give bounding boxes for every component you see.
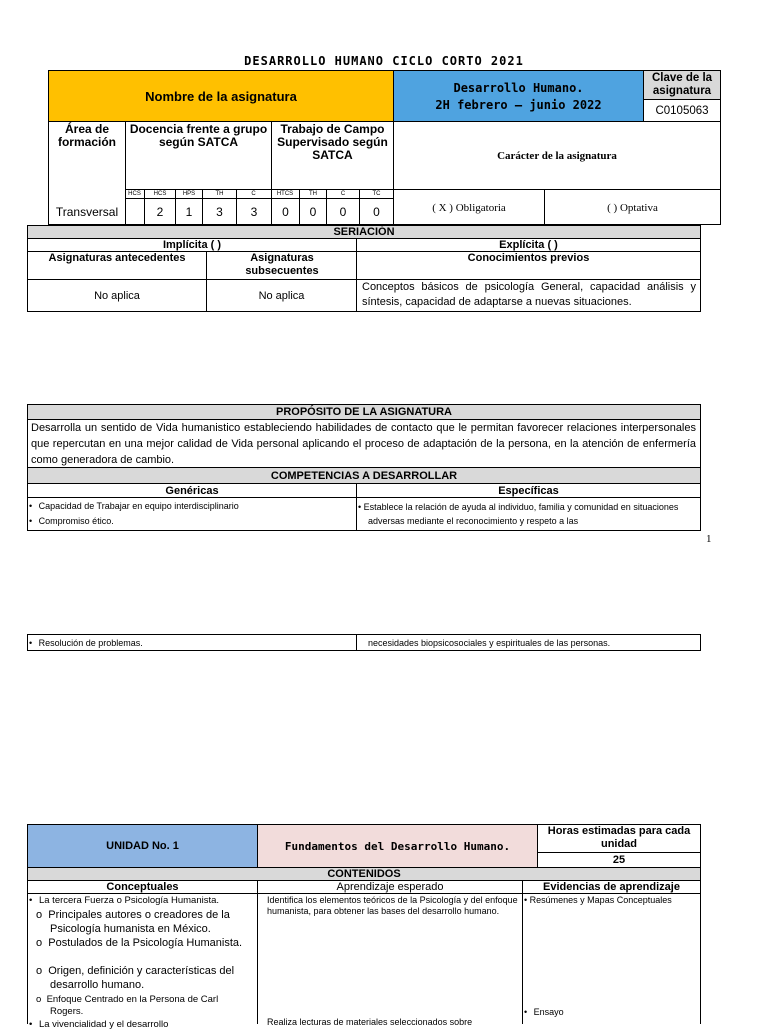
conceptual-item	[29, 895, 255, 907]
col-head: HCS	[128, 191, 141, 197]
horas-value: 25	[612, 853, 626, 866]
conceptual-subitem	[36, 964, 251, 992]
col-head: HCS	[153, 191, 167, 197]
conocimientos-value: Conceptos básicos de psicología General, capacidad análisis y síntesis, capacidad de adaptarse a nuevas situaciones.	[362, 281, 696, 308]
circle-bullet-icon: o	[36, 994, 47, 1005]
col-head: HPS	[182, 191, 196, 197]
col-head: HTCS	[276, 191, 294, 197]
especifica-item-cont: necesidades biopsicosociales y espirituales de las personas.	[368, 638, 611, 648]
horas-label: Horas estimadas para cada unidad	[547, 825, 691, 850]
bullet-icon: •	[524, 895, 530, 905]
conceptual-item-cut	[29, 1019, 255, 1031]
explicita-label: Explícita ( )	[499, 239, 558, 251]
antecedentes-label: Asignaturas antecedentes	[48, 252, 186, 264]
conocimientos-label: Conocimientos previos	[467, 252, 590, 264]
conceptual-subitem	[36, 994, 251, 1018]
antecedentes-value: No aplica	[94, 290, 140, 302]
competencias-title: COMPETENCIAS A DESARROLLAR	[28, 468, 700, 483]
subject-name-title: Desarrollo Humano.	[453, 80, 584, 95]
circle-bullet-icon: o	[36, 965, 49, 977]
aprendizaje-label: Aprendizaje esperado	[336, 881, 444, 893]
col-head: TH	[309, 191, 317, 197]
satca-value: 0	[373, 205, 380, 219]
proposito-text: Desarrolla un sentido de Vida humanistico estableciendo habilidades de contacto que le permitan favorecer relaciones interpersonales que repercutan en una mejor calidad de Vida personal aplicando el proceso de adaptación de la persona, en la atención de enfermería como generadora de cambio.	[31, 422, 696, 466]
area-value: Transversal	[55, 205, 119, 219]
satca-value: 3	[250, 205, 258, 219]
satca-value: 0	[309, 205, 317, 219]
evidencia-item	[524, 895, 694, 906]
satca-value: 2	[156, 205, 164, 219]
trabajo-campo-label: Trabajo de Campo Supervisado según SATCA	[277, 122, 388, 162]
satca-value: 3	[216, 205, 223, 219]
especificas-label: Específicas	[498, 484, 559, 497]
col-head: TH	[215, 191, 224, 197]
col-head: C	[340, 191, 346, 197]
evidencia-item	[524, 1007, 694, 1018]
clave-value: C0105063	[643, 99, 721, 122]
proposito-title: PROPÓSITO DE LA ASIGNATURA	[28, 405, 700, 419]
unidad-title: Fundamentos del Desarrollo Humano.	[258, 825, 537, 867]
subject-period: 2H febrero – junio 2022	[435, 97, 602, 112]
conceptual-subitem-text: Postulados de la Psicología Humanista.	[48, 937, 243, 949]
subject-name-label: Nombre de la asignatura	[48, 70, 394, 122]
page-number: 1	[706, 533, 712, 545]
especifica-item-text: Establece la relación de ayuda al individuo, familia y comunidad en situaciones adversas mediante el reconocimiento y respeto a las	[363, 502, 679, 526]
contenidos-title: CONTENIDOS	[28, 868, 700, 880]
conceptual-subitem-text: Origen, definición y características del desarrollo humano.	[48, 965, 235, 991]
satca-value: 0	[339, 205, 347, 219]
subsecuentes-value: No aplica	[258, 290, 305, 302]
circle-bullet-icon: o	[36, 909, 49, 921]
implicita-label: Implícita ( )	[162, 239, 222, 251]
document-title: DESARROLLO HUMANO CICLO CORTO 2021	[244, 54, 524, 68]
conceptuales-label: Conceptuales	[106, 881, 179, 893]
conceptual-subitem-text: Principales autores o creadores de la Psicología humanista en México.	[48, 909, 230, 935]
generica-item-text: Capacidad de Trabajar en equipo interdisciplinario	[38, 501, 239, 511]
subsecuentes-label: Asignaturas subsecuentes	[245, 252, 319, 277]
aprendizaje-item: Identifica los elementos teóricos de la Psicología y del enfoque humanista, para obtener las bases del desarrollo humano.	[267, 895, 518, 916]
conceptual-subitem-text: Enfoque Centrado en la Persona de Carl Rogers.	[46, 994, 219, 1017]
area-label: Área de formación	[57, 122, 116, 149]
evidencia-item-text: Resúmenes y Mapas Conceptuales	[529, 895, 672, 905]
subject-name	[393, 70, 644, 122]
generica-item-text: Resolución de problemas.	[38, 638, 143, 648]
optativa-option[interactable]: ( ) Optativa	[607, 201, 658, 214]
circle-bullet-icon: o	[36, 937, 49, 949]
caracter-label: Carácter de la asignatura	[497, 149, 617, 162]
obligatoria-option[interactable]: ( X ) Obligatoria	[432, 201, 506, 214]
evidencia-item-text: Ensayo	[533, 1007, 564, 1017]
clave-label: Clave de la asignatura	[643, 70, 721, 100]
generica-item	[29, 515, 349, 527]
aprendizaje-item: Realiza lecturas de materiales seleccionados sobre	[267, 1017, 473, 1027]
col-head: TC	[372, 191, 381, 197]
satca-value: 0	[282, 205, 289, 219]
conceptual-subitem	[36, 936, 251, 950]
genericas-label: Genéricas	[165, 484, 219, 497]
bullet-icon: •	[358, 502, 364, 512]
conceptual-item-text: La vivencialidad y el desarrollo	[38, 1019, 169, 1030]
col-head: C	[251, 191, 256, 197]
generica-item	[29, 637, 349, 649]
evidencias-label: Evidencias de aprendizaje	[543, 881, 680, 893]
conceptual-subitem	[36, 908, 251, 936]
unidad-label: UNIDAD No. 1	[28, 825, 257, 867]
especifica-item	[358, 500, 696, 528]
conceptual-item-text: La tercera Fuerza o Psicología Humanista.	[38, 895, 220, 906]
satca-value: 1	[185, 205, 193, 219]
docencia-label: Docencia frente a grupo según SATCA	[129, 122, 268, 149]
generica-item	[29, 500, 349, 512]
seriacion-title: SERIACIÓN	[28, 226, 700, 238]
generica-item-text: Compromiso ético.	[38, 516, 114, 526]
